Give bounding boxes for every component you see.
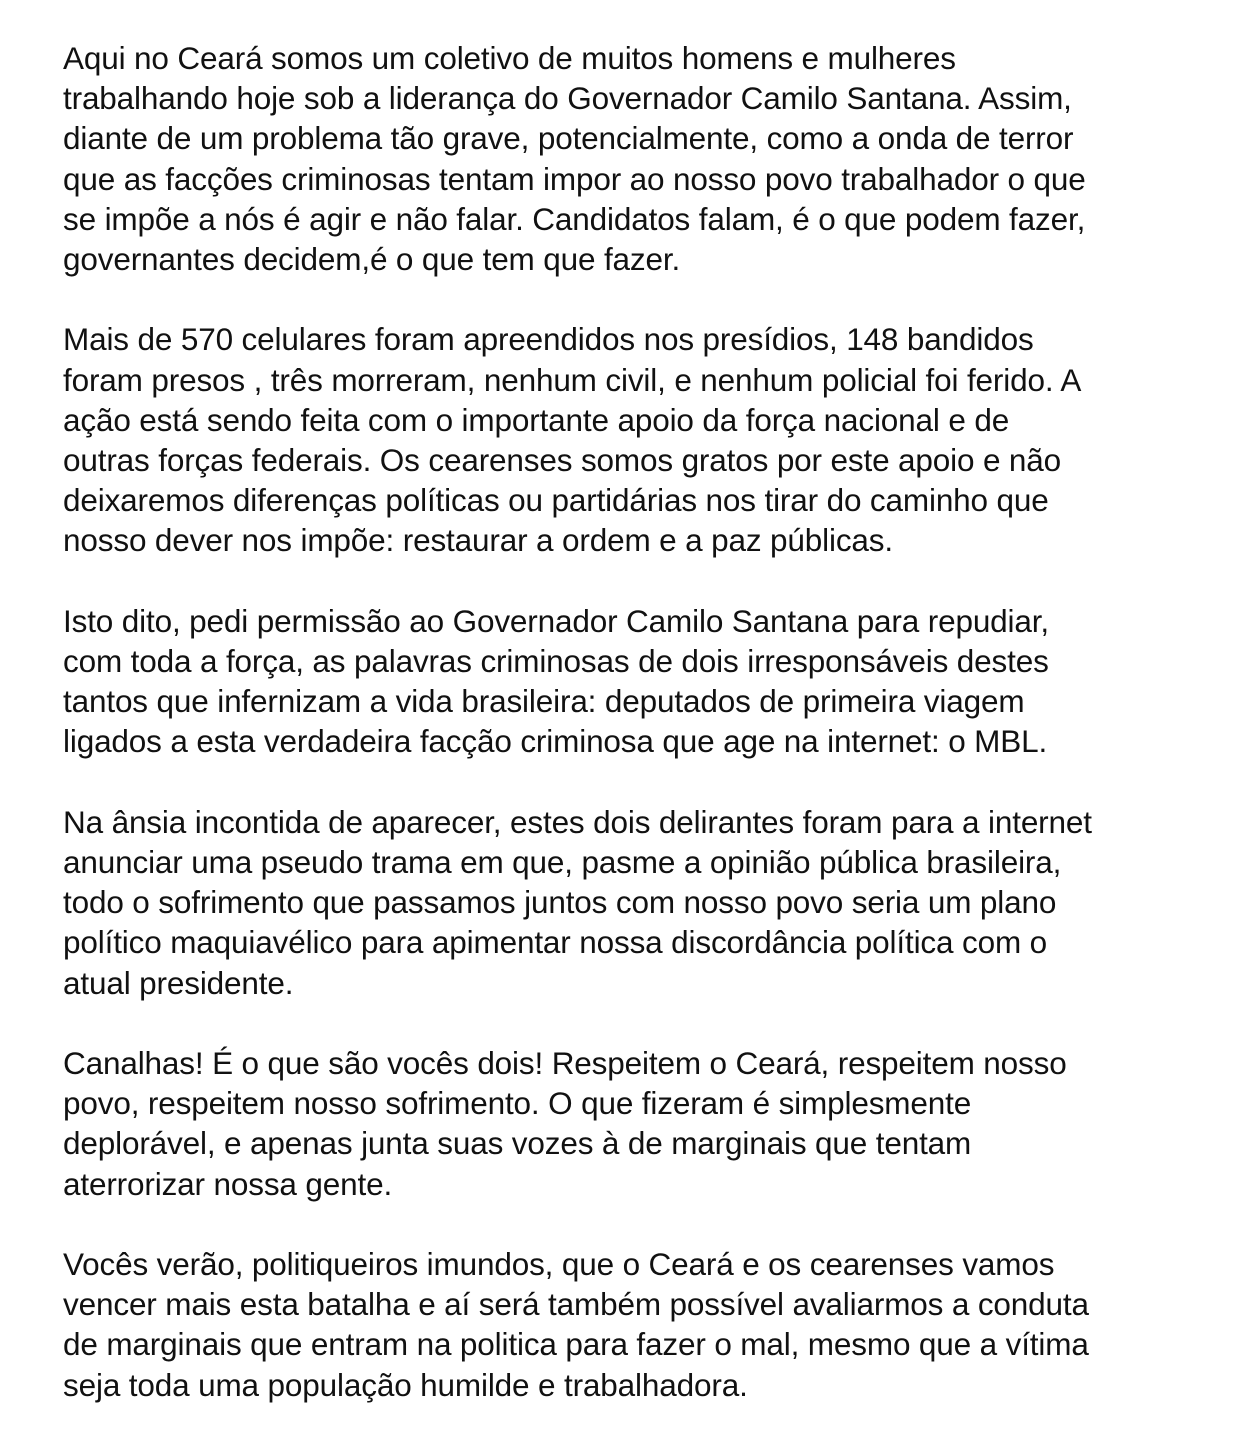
paragraph-conclusion: Vocês verão, politiqueiros imundos, que o Ceará e os cearenses vamos vencer mais esta batalha e aí será também possível avaliarmos a conduta de marginais que entram na politica para fazer o mal, mesmo que a vítima seja toda uma população humilde e trabalhadora. (63, 1246, 1089, 1403)
paragraph-statistics: Mais de 570 celulares foram apreendidos nos presídios, 148 bandidos foram presos , três morreram, nenhum civil, e nenhum policial foi ferido. A ação está sendo feita com o importante apoio da força nacional e de outras forças federais. Os cearenses somos gratos por este apoio e não deixaremos diferenças políticas ou partidárias nos tirar do caminho que nosso dever nos impõe: restaurar a ordem e a paz públicas. (63, 321, 1082, 559)
paragraph-rebuke: Canalhas! É o que são vocês dois! Respeitem o Ceará, respeitem nosso povo, respeitem nosso sofrimento. O que fizeram é simplesmente deplorável, e apenas junta suas vozes à de marginais que tentam aterrorizar nossa gente. (63, 1045, 1067, 1202)
document-body (63, 38, 1233, 1405)
paragraph-accusation: Na ânsia incontida de aparecer, estes dois delirantes foram para a internet anunciar uma pseudo trama em que, pasme a opinião pública brasileira, todo o sofrimento que passamos juntos com nosso povo seria um plano político maquiavélico para apimentar nossa discordância política com o atual presidente. (63, 803, 1092, 1001)
paragraph-repudiation: Isto dito, pedi permissão ao Governador Camilo Santana para repudiar, com toda a força, as palavras criminosas de dois irresponsáveis destes tantos que infernizam a vida brasileira: deputados de primeira viagem ligados a esta verdadeira facção criminosa que age na internet: o MBL. (63, 602, 1049, 760)
paragraph-intro: Aqui no Ceará somos um coletivo de muitos homens e mulheres trabalhando hoje sob a liderança do Governador Camilo Santana. Assim, diante de um problema tão grave, potencialmente, como a onda de terror que as facções criminosas tentam impor ao nosso povo trabalhador o que se impõe a nós é agir e não falar. Candidatos falam, é o que podem fazer, governantes decidem,é o que tem que fazer. (63, 40, 1086, 278)
